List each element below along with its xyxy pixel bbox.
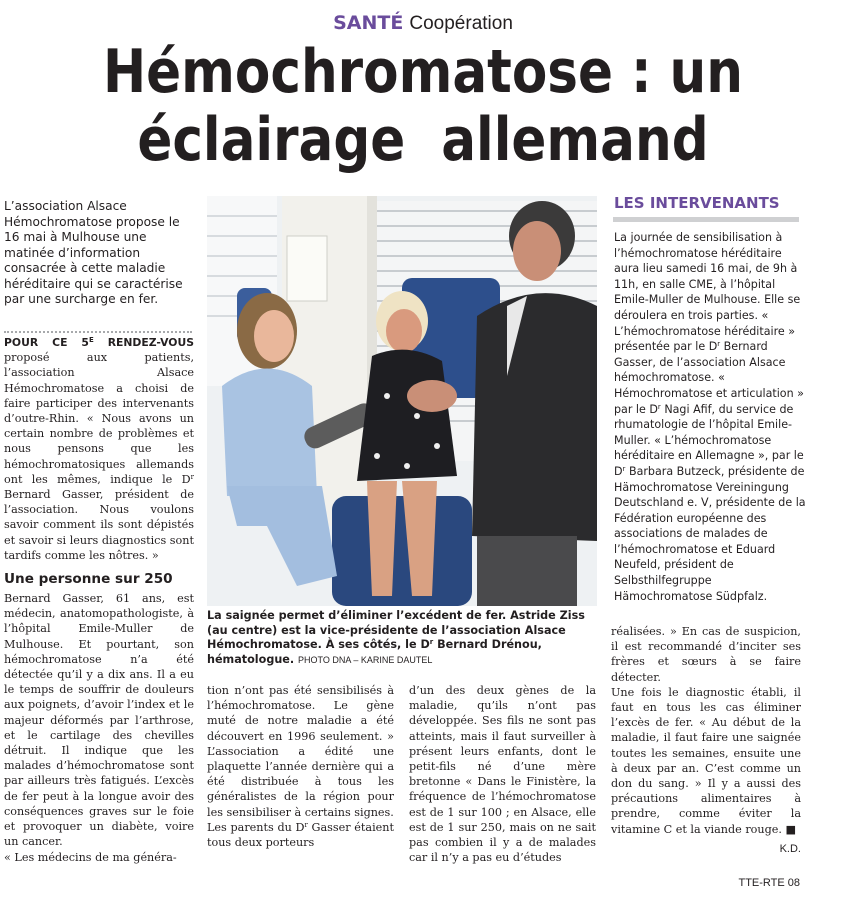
photo-caption [207, 609, 599, 667]
sidebar-text [614, 230, 808, 604]
sidebar-rule [613, 217, 799, 222]
caption-text: La saignée permet d’éliminer l’excédent de fer. Astride Ziss (au centre) est la vice-présidente de l’association Alsace Hémochromatose. À ses côtés, le D [207, 609, 585, 652]
article-column-1 [4, 335, 194, 865]
lead-in [4, 336, 194, 349]
article-column-2 [207, 683, 394, 850]
caption-text-end: Bernard Drénou, hématologue. [207, 638, 542, 666]
paragraph-text: Les parents du D [207, 820, 305, 834]
caption-superscript: r [429, 638, 434, 647]
superscript: r [304, 820, 308, 829]
lead-in-text-end: RENDEZ-VOUS [93, 336, 194, 349]
sidebar-text-part: La journée de sensibilisation à l’hémochromatose héréditaire aura lieu samedi 16 mai, de 9h à 11h, en salle CME, à l’hôpital Emile-Muller de Mulhouse. Elle se déroulera en trois parties. « L’hémochromatose héréditaire » présentée par le D [614, 231, 801, 354]
article-paragraph [4, 335, 194, 563]
page-folio: TTE-RTE 08 [738, 877, 800, 889]
author-signature: K.D. [779, 842, 801, 855]
superscript: r [717, 340, 721, 349]
article-paragraph: réalisées. » En cas de suspicion, il est recommandé d’inciter ses frères et sœurs à se faire détecter. [611, 625, 801, 684]
photo-illustration [207, 196, 597, 606]
paragraph-text: Une fois le diagnostic établi, il faut en tous les cas éliminer l’excès de fer. « Au début de la maladie, il faut faire une saignée toutes les semaines, ensuite une à deux par an. C’est comme un don du sang. » Il y a aussi des précautions alimentaires à prendre, comme éviter la vitamine C et la viande rouge. [611, 685, 801, 836]
article-paragraph [611, 685, 801, 837]
intertitle: Une personne sur 250 [4, 571, 173, 588]
end-of-article-mark: ■ [785, 822, 797, 836]
article-paragraph: d’un des deux gènes de la maladie, qu’ils n’ont pas développée. Ses fils ne sont pas atteints, mais il faut surveiller à présent leurs enfants, dont le petit-fils né d’une mère bretonne « Dans le Finistère, la fréquence de l’hémochromatose est de 1 sur 100 ; en Alsace, elle est de 1 sur 250, mais on ne sait pas combien il y a de malades car il n’y a pas eu d’études [409, 684, 596, 865]
superscript: r [190, 472, 194, 481]
article-paragraph [207, 820, 394, 850]
article-column-4 [611, 624, 801, 857]
superscript: r [657, 402, 661, 411]
headline-line-1: Hémochromatose : un [102, 37, 744, 107]
lead-in-text: POUR CE 5 [4, 336, 89, 349]
article-column-3 [409, 683, 596, 865]
section-subrubric: Coopération [409, 13, 513, 34]
paragraph-text: proposé aux patients, l’association Alsace Hémochromatose a choisi de faire participer des intervenants d’outre-Rhin. « Nous avons un certain nombre de problèmes et nous pensons que les hémochromatosiques allemands ont les mêmes, indique le D [4, 351, 194, 486]
article-photo [207, 196, 597, 606]
headline [59, 38, 787, 174]
headline-line-2: éclairage allemand [137, 105, 709, 175]
sidebar-text-part: Barbara Butzeck, présidente de Hämochromatose Vereiningung Deutschland e. V, présidente de la Fédération européenne des associations de malades de l’hémochromatose et Eduard Neufeld, président de Selbsthilfegruppe Hämochromatose Südpfalz. [614, 464, 806, 603]
photo-credit: PHOTO DNA – KARINE DAUTEL [298, 654, 433, 665]
paragraph-text-end: Bernard Gasser, président de l’association. Nous voulons savoir comment ils sont dépistés et savoir si leurs diagnostics sont tardifs comme les nôtres. » [4, 488, 194, 562]
sidebar-text-part: Bernard Gasser, de l’association Alsace hémochromatose. « Hémochromatose et articulation » par le D [614, 340, 804, 416]
lead-in-superscript: E [88, 336, 94, 344]
article-paragraph: « Les médecins de ma généra- [4, 850, 177, 864]
sidebar-text-part: Nagi Afif, du service de rhumatologie de l’hôpital Emile-Muller. « L’hémochromatose héréditaire en Allemagne », par le D [614, 402, 804, 478]
paragraph-text-end: Gasser étaient tous deux porteurs [207, 820, 394, 850]
article-paragraph: tion n’ont pas été sensibilisés à l’hémochromatose. Le gène muté de notre maladie a été découvert en 1996 seulement. » L’association a édité une plaquette l’année dernière qui a été distribuée à tous les généralistes de la région pour les sensibiliser à certains signes. [207, 684, 394, 819]
section-rubric: SANTÉ [333, 12, 404, 34]
sidebar-title: LES INTERVENANTS [614, 194, 780, 212]
dotted-divider [4, 331, 192, 333]
standfirst: L’association Alsace Hémochromatose propose le 16 mai à Mulhouse une matinée d’information consacrée à cette maladie héréditaire qui se caractérise par une surcharge en fer. [4, 199, 183, 306]
article-paragraph: Bernard Gasser, 61 ans, est médecin, anatomopathologiste, à l’hôpital Emile-Muller de Mulhouse. Et pourtant, son hémochromatose n’a été détectée qu’il y a dix ans. Il a eu le temps de souffrir de douleurs aux poignets, d’avoir l’index et le majeur déformés par l’arthrose, et le cartilage des chevilles détruit. Il indique que les malades d’hémochromatose sont par ailleurs très fatigués. L’excès de fer peut à la longue avoir des conséquences graves sur le foie et provoquer un diabète, voire un cancer. [4, 592, 194, 849]
section-kicker [0, 10, 846, 37]
superscript: r [622, 464, 626, 473]
